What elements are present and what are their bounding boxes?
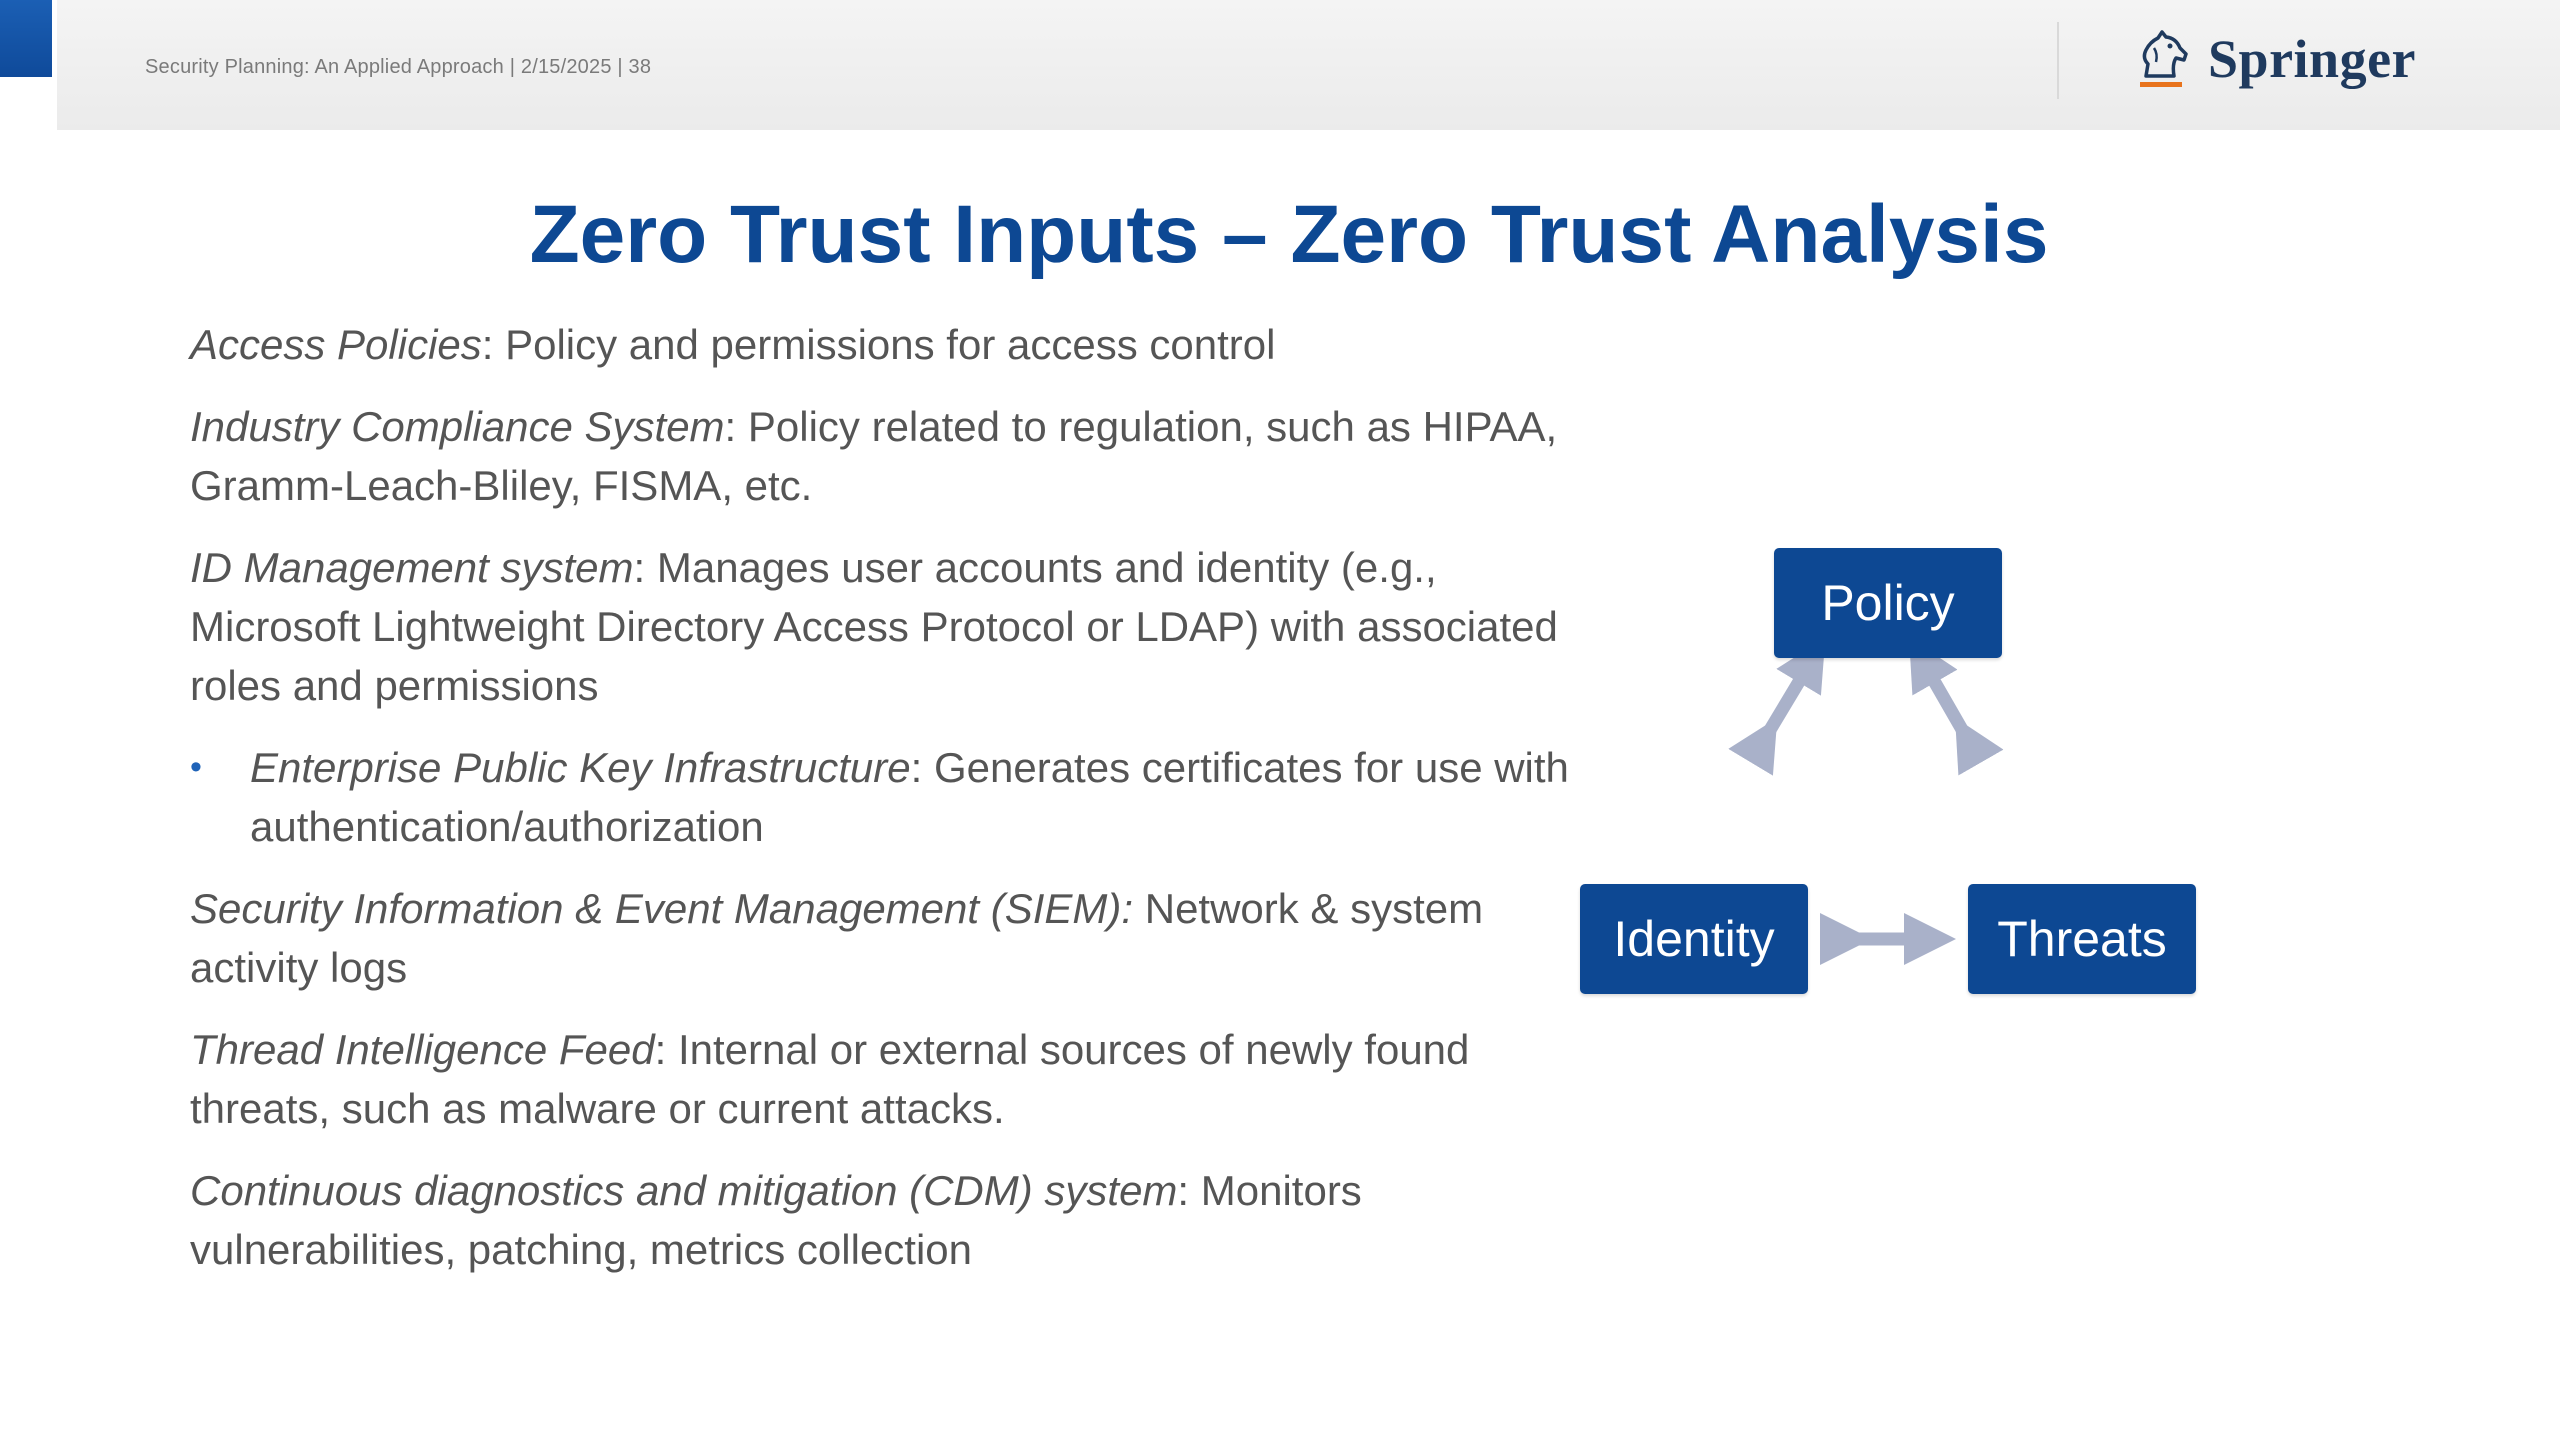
policy-node: Policy (1774, 548, 2002, 658)
item-term: Industry Compliance System (190, 403, 725, 450)
list-item-access-policies (190, 315, 1570, 374)
list-item-cdm (190, 1161, 1570, 1279)
logo-wordmark: Springer (2208, 29, 2417, 89)
header-divider (2057, 22, 2059, 99)
item-term: Thread Intelligence Feed (190, 1026, 655, 1073)
list-item-id-management (190, 538, 1570, 715)
list-item-industry-compliance (190, 397, 1570, 515)
item-text: : Manages user accounts and identity (e.g., Microsoft Lightweight Directory Access Protocol or LDAP) with associated roles and permissions (190, 544, 1558, 709)
item-text: : Monitors vulnerabilities, patching, metrics collection (190, 1167, 1362, 1273)
item-text: Network & system activity logs (190, 885, 1484, 991)
arrow-policy-identity (1764, 660, 1812, 740)
item-term: Continuous diagnostics and mitigation (CDM) system (190, 1167, 1178, 1214)
item-text: : Internal or external sources of newly found threats, such as malware or current attacks. (190, 1026, 1470, 1132)
identity-node: Identity (1580, 884, 1808, 994)
list-item-siem (190, 879, 1570, 997)
knight-horse-icon (2128, 24, 2198, 94)
item-term: Security Information & Event Management (SIEM): (190, 885, 1134, 932)
slide-title: Zero Trust Inputs – Zero Trust Analysis (529, 189, 2049, 280)
arrow-policy-threats (1922, 660, 1968, 740)
content-body (190, 315, 1570, 1302)
corner-accent-block (0, 0, 52, 77)
springer-logo (2128, 24, 2416, 94)
item-term: Access Policies (190, 321, 482, 368)
slide-footer-text: Security Planning: An Applied Approach | 2/15/2025 | 38 (145, 56, 652, 78)
bullet-icon: • (190, 748, 202, 786)
bullet-item-enterprise-pki (190, 738, 1570, 856)
item-text: : Policy and permissions for access control (481, 321, 1276, 368)
bullet-text (250, 738, 1570, 856)
item-term: ID Management system (190, 544, 634, 591)
threats-node: Threats (1968, 884, 2196, 994)
item-term: Enterprise Public Key Infrastructure (250, 744, 911, 791)
list-item-threat-intel (190, 1020, 1570, 1138)
item-text: : Generates certificates for use with authentication/authorization (250, 744, 1569, 850)
item-text: : Policy related to regulation, such as HIPAA, Gramm-Leach-Bliley, FISMA, etc. (190, 403, 1558, 509)
